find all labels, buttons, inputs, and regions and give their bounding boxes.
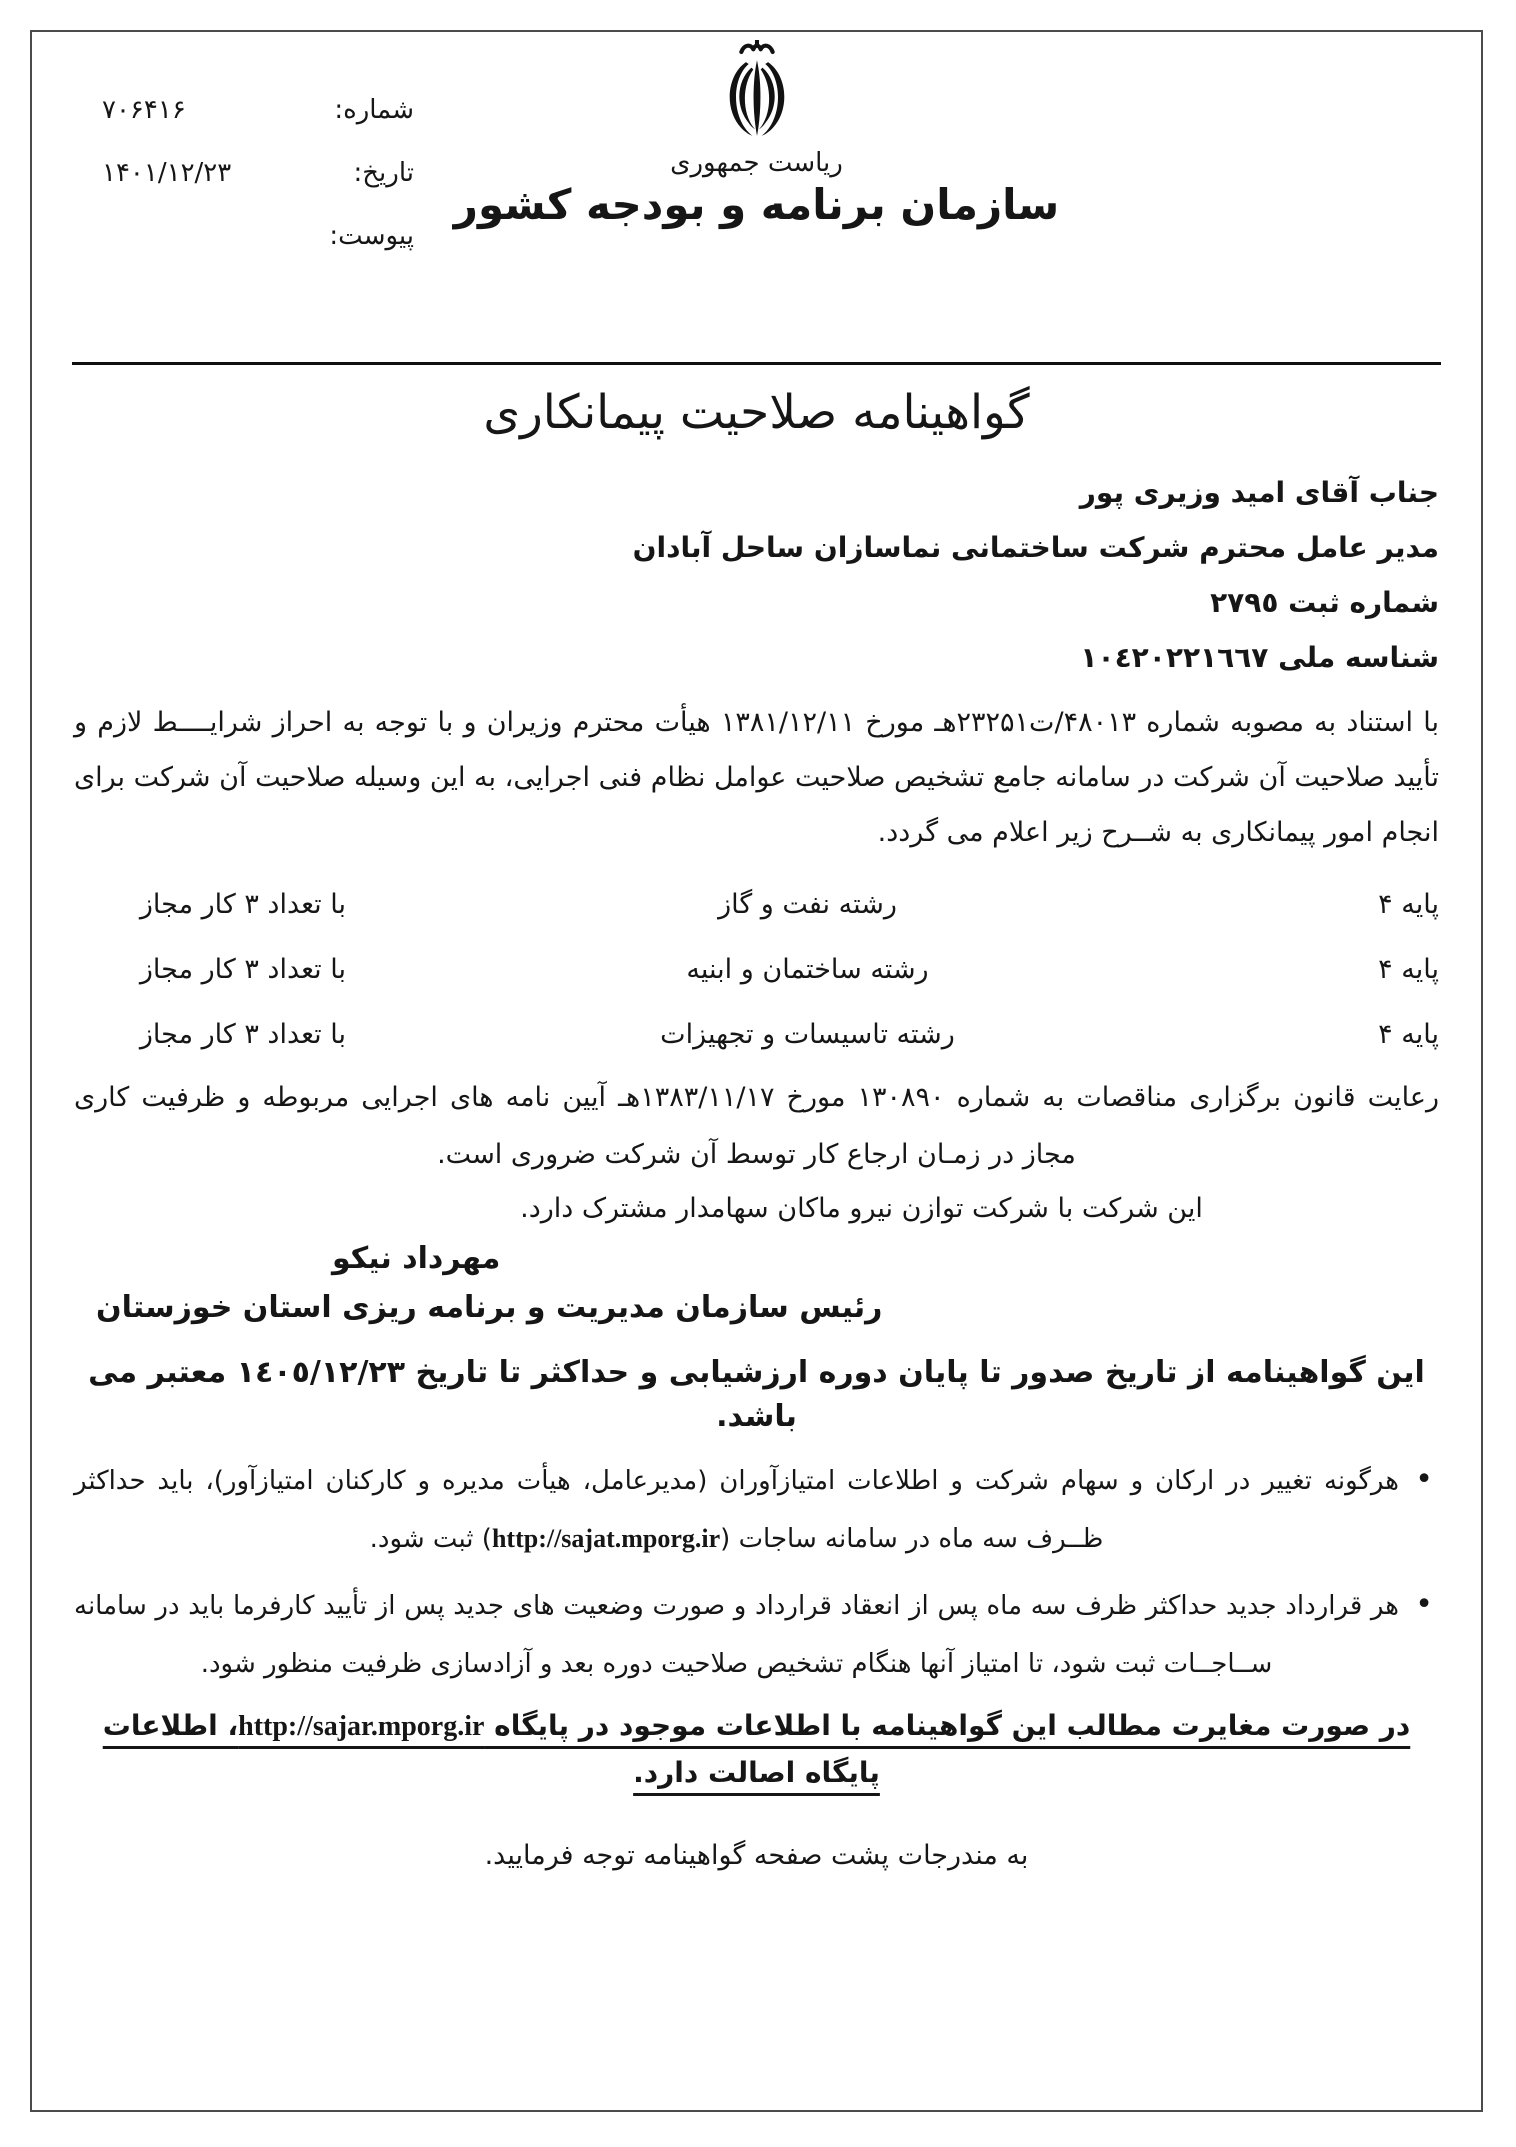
field-cell: رشته ساختمان و ابنیه [686, 954, 929, 985]
capacity-cell: با تعداد ۳ کار مجاز [139, 954, 346, 985]
sajar-url-text: http://sajar.mporg.ir [238, 1711, 485, 1742]
shared-shareholder-note: این شرکت با شرکت توازن نیرو ماکان سهامدار مشترک دارد. [520, 1193, 1203, 1224]
letter-number-label: شماره: [334, 95, 414, 125]
note-text: ) ثبت شود. [369, 1524, 492, 1554]
signatory-role: رئیس سازمان مدیریت و برنامه ریزی استان خوزستان [96, 1290, 883, 1325]
letter-date-row [102, 158, 414, 192]
header-divider [72, 362, 1441, 365]
validity-statement: این گواهینامه از تاریخ صدور تا پایان دوره ارزشیابی و حداکثر تا تاریخ ١٤٠٥/١٢/٢٣ معتبر می باشد. [88, 1355, 1425, 1434]
letter-meta-fields [102, 95, 414, 284]
qualification-row [74, 937, 1439, 1002]
qualification-table [74, 872, 1439, 1067]
qualification-row [74, 872, 1439, 937]
authenticity-disclaimer [74, 1703, 1439, 1796]
letter-attachment-row [102, 221, 414, 255]
disclaimer-text: ، اطلاعات پایگاه اصالت دارد. [102, 1709, 880, 1789]
field-cell: رشته تاسیسات و تجهیزات [660, 1019, 955, 1050]
bullet-icon: • [1415, 1462, 1433, 1497]
capacity-cell: با تعداد ۳ کار مجاز [139, 889, 346, 920]
note-item-contracts [74, 1578, 1439, 1693]
intro-paragraph: با استناد به مصوبه شماره ۴۸۰۱۳/ت۲۳۲۵۱هـ مورخ ۱۳۸۱/۱۲/۱۱ هیأت محترم وزیران و با توجه به احراز شرایــــط لازم و تأیید صلاحیت آن شرکت در سامانه جامع تشخیص صلاحیت عوامل نظام فنی اجرایی، به این وسیله صلاحیت آن شرکت برای انجام امور پیمانکاری به شــرح زیر اعلام می گردد. [74, 707, 1439, 848]
capacity-cell: با تعداد ۳ کار مجاز [139, 1019, 346, 1050]
org-header [437, 40, 1077, 229]
company-national-id: شناسه ملی ١٠٤٢٠٢٢١٦٦٧ [1080, 641, 1439, 674]
tender-law-note: رعایت قانون برگزاری مناقصات به شماره ۱۳۰۸۹۰ مورخ ۱۳۸۳/۱۱/۱۷هـ آیین نامه های اجرایی مربوطه و ظرفیت کاری مجاز در زمـان ارجاع کار توسط آن شرکت ضروری است. [74, 1082, 1439, 1170]
letter-number-value: ۷۰۶۴۱۶ [102, 95, 186, 125]
letter-date-value: ۱۴۰۱/۱۲/۲۳ [102, 158, 232, 188]
org-presidency-line: ریاست جمهوری [670, 148, 843, 178]
signatory-name: مهرداد نیکو [332, 1241, 501, 1276]
note-text: هر قرارداد جدید حداکثر ظرف سه ماه پس از انعقاد قرارداد و صورت وضعیت های جدید پس از تأیید کارفرما باید در سامانه ســاجــات ثبت شود، تا امتیاز آنها هنگام تشخیص صلاحیت دوره بعد و آزادسازی ظرفیت منظور شود. [74, 1591, 1399, 1679]
letterhead [32, 32, 1481, 362]
iran-emblem-icon [710, 40, 804, 146]
letter-date-label: تاریخ: [353, 158, 414, 188]
addressee-block [74, 465, 1439, 685]
underlined-disclaimer [103, 1709, 1411, 1789]
disclaimer-text: در صورت مغایرت مطالب این گواهینامه با اطلاعات موجود در پایگاه [484, 1709, 1411, 1742]
field-cell: رشته نفت و گاز [718, 889, 897, 920]
certificate-page-frame [30, 30, 1483, 2112]
company-registration-number: شماره ثبت ٢٧٩٥ [1210, 586, 1439, 619]
back-page-note: به مندرجات پشت صفحه گواهینامه توجه فرمایید. [484, 1840, 1029, 1871]
sajat-url-text: http://sajat.mporg.ir [491, 1524, 721, 1553]
addressee-name: جناب آقای امید وزیری پور [1079, 476, 1439, 509]
grade-cell: پایه ۴ [1378, 954, 1439, 985]
letter-number-row [102, 95, 414, 129]
notes-list [74, 1453, 1439, 1693]
grade-cell: پایه ۴ [1378, 1019, 1439, 1050]
note-text: هرگونه تغییر در ارکان و سهام شرکت و اطلاعات امتیازآوران (مدیرعامل، هیأت مدیره و کارکنان امتیازآور)، باید حداکثر ظــرف سه ماه در سامانه ساجات ( [74, 1466, 1399, 1554]
qualification-row [74, 1002, 1439, 1067]
org-name-line: سازمان برنامه و بودجه کشور [453, 180, 1060, 229]
letter-attachment-label: پیوست: [329, 221, 414, 251]
document-title: گواهینامه صلاحیت پیمانکاری [483, 385, 1030, 440]
bullet-icon: • [1415, 1587, 1433, 1622]
addressee-role: مدیر عامل محترم شرکت ساختمانی نماسازان ساحل آبادان [632, 531, 1439, 564]
grade-cell: پایه ۴ [1378, 889, 1439, 920]
note-item-sajat [74, 1453, 1439, 1568]
